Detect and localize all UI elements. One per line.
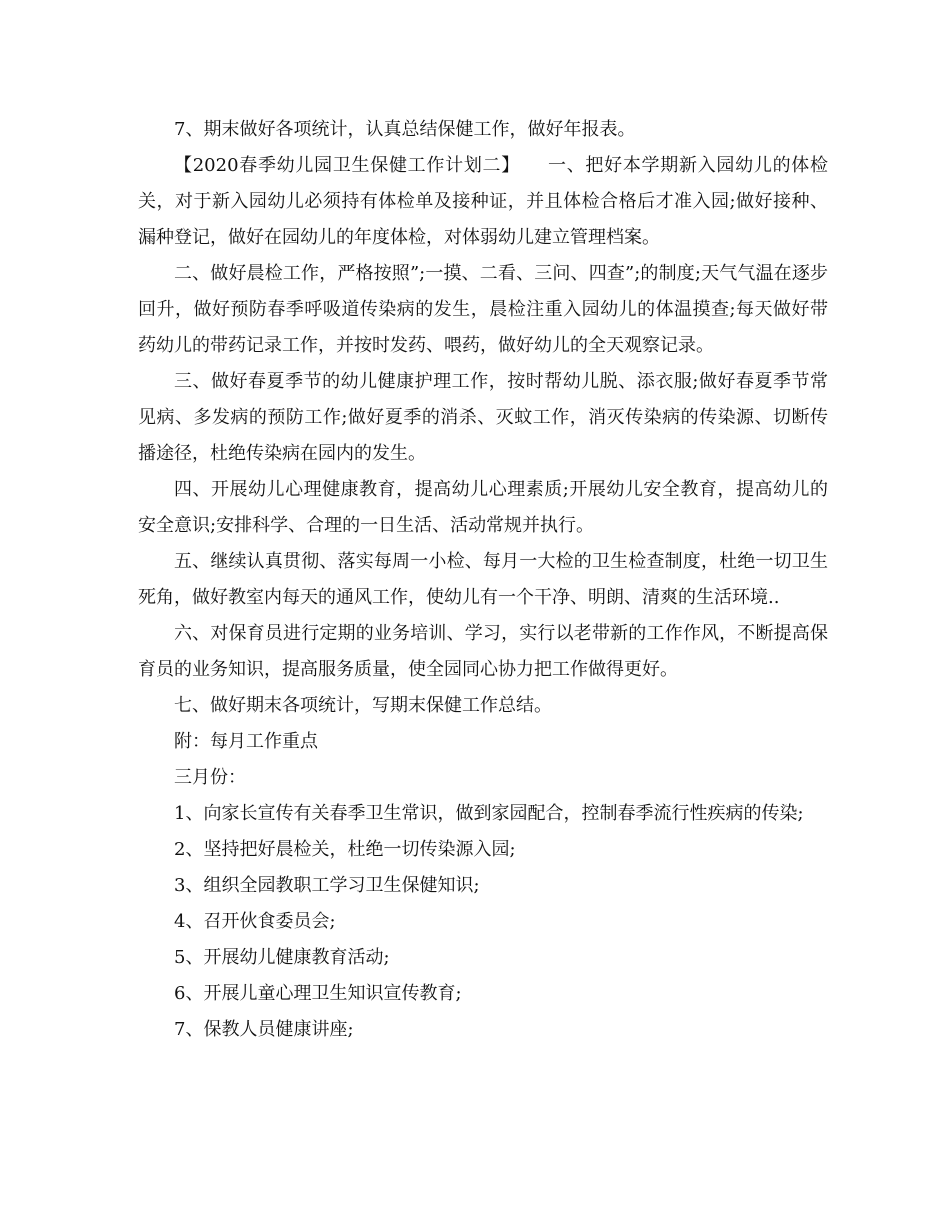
paragraph-5: 四、开展幼儿心理健康教育，提高幼儿心理素质;开展幼儿安全教育，提高幼儿的安全意识;安排科学、合理的一日生活、活动常规并执行。 — [138, 479, 828, 536]
paragraph-6: 五、继续认真贯彻、落实每周一小检、每月一大检的卫生检查制度，杜绝一切卫生死角，做好教室内每天的通风工作，使幼儿有一个干净、明朗、清爽的生活环境.. — [138, 551, 828, 608]
paragraph-4: 三、做好春夏季节的幼儿健康护理工作，按时帮幼儿脱、添衣服;做好春夏季节常见病、多发病的预防工作;做好夏季的消杀、灭蚊工作，消灭传染病的传染源、切断传播途径，杜绝传染病在园内的发生。 — [138, 371, 828, 464]
march-item-2: 2、坚持把好晨检关，杜绝一切传染源入园; — [174, 839, 516, 860]
paragraph-2 — [138, 148, 828, 256]
paragraph-2-text: 一、把好本学期新入园幼儿的体检关，对于新入园幼儿必须持有体检单及接种证，并且体检合格后才准入园;做好接种、漏种登记，做好在园幼儿的年度体检，对体弱幼儿建立管理档案。 — [138, 155, 829, 248]
paragraph-7: 六、对保育员进行定期的业务培训、学习，实行以老带新的工作作风，不断提高保育员的业务知识，提高服务质量，使全园同心协力把工作做得更好。 — [138, 623, 828, 680]
march-item-3: 3、组织全园教职工学习卫生保健知识; — [174, 875, 480, 896]
march-item-7: 7、保教人员健康讲座; — [174, 1019, 354, 1040]
paragraph-8: 七、做好期末各项统计，写期末保健工作总结。 — [174, 695, 552, 716]
document-body — [138, 112, 828, 1048]
march-item-5: 5、开展幼儿健康教育活动; — [174, 947, 390, 968]
paragraph-3: 二、做好晨检工作，严格按照”;一摸、二看、三问、四查”;的制度;天气气温在逐步回升，做好预防春季呼吸道传染病的发生，晨检注重入园幼儿的体温摸查;每天做好带药幼儿的带药记录工作，并按时发药、喂药，做好幼儿的全天观察记录。 — [138, 263, 828, 356]
month-heading-march: 三月份： — [174, 767, 246, 788]
appendix-title: 附：每月工作重点 — [174, 731, 318, 752]
plan-heading: 【2020春季幼儿园卫生保健工作计划二】 — [174, 155, 520, 176]
march-item-1: 1、向家长宣传有关春季卫生常识，做到家园配合，控制春季流行性疾病的传染; — [174, 803, 804, 824]
march-item-4: 4、召开伙食委员会; — [174, 911, 336, 932]
paragraph-1: 7、期末做好各项统计，认真总结保健工作，做好年报表。 — [174, 119, 636, 140]
march-item-6: 6、开展儿童心理卫生知识宣传教育; — [174, 983, 462, 1004]
